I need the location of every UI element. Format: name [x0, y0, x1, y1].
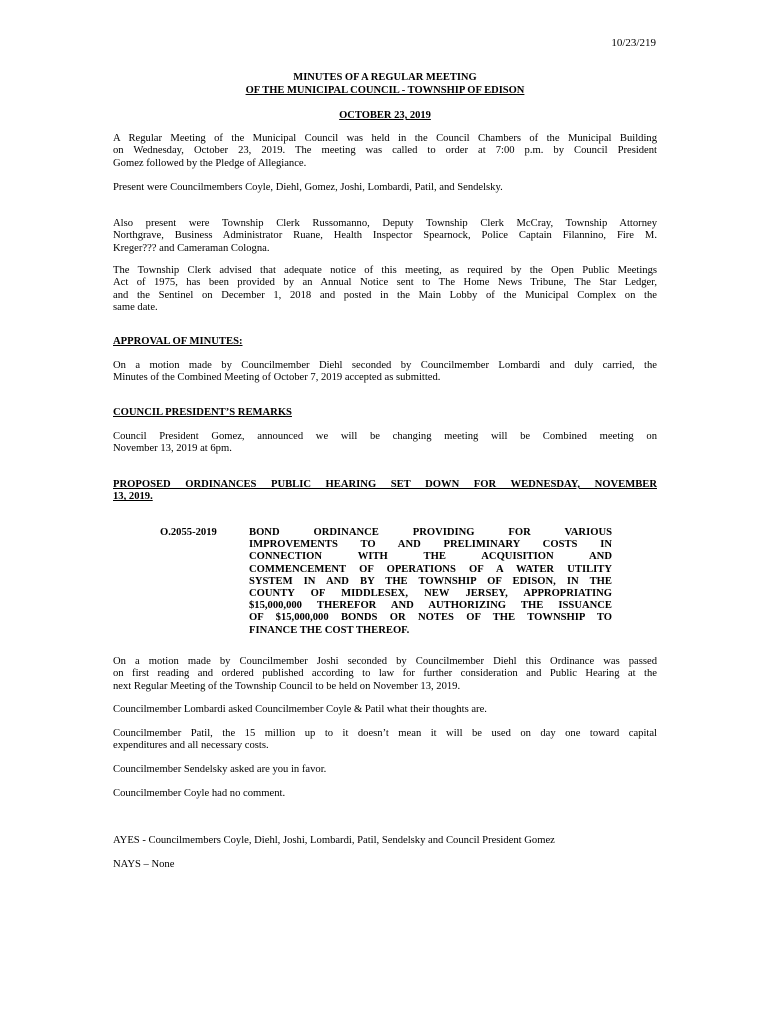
coyle-paragraph	[113, 788, 657, 800]
motion-paragraph	[113, 656, 657, 693]
intro-paragraph	[113, 133, 657, 170]
text-line: A Regular Meeting of the Municipal Council was held in the Council Chambers of the Municipal Building	[113, 133, 657, 144]
present-paragraph	[113, 182, 657, 194]
text-line: Kreger??? and Cameraman Cologna.	[113, 242, 270, 254]
ordinance-line: COUNTY OF MIDDLESEX, NEW JERSEY, APPROPRIATING	[249, 588, 612, 600]
heading-text: APPROVAL OF MINUTES:	[113, 336, 243, 347]
nays-paragraph	[113, 859, 657, 871]
text-line: Minutes of the Combined Meeting of October 7, 2019 accepted as submitted.	[113, 372, 441, 384]
document-title	[113, 72, 657, 97]
text-line: expenditures and all necessary costs.	[113, 740, 269, 752]
text-line: On a motion made by Councilmember Diehl seconded by Councilmember Lombardi and duly carried, the	[113, 360, 657, 371]
ordinance-line: CONNECTION WITH THE ACQUISITION AND	[249, 551, 612, 563]
ordinance-line: IMPROVEMENTS TO AND PRELIMINARY COSTS IN	[249, 539, 612, 551]
text-line: Councilmember Coyle had no comment.	[113, 788, 286, 799]
text-line: Councilmember Sendelsky asked are you in favor.	[113, 764, 327, 775]
approval-paragraph	[113, 360, 657, 385]
also-present-paragraph	[113, 218, 657, 255]
president-remarks-paragraph	[113, 431, 657, 456]
text-line: Present were Councilmembers Coyle, Diehl, Gomez, Joshi, Lombardi, Patil, and Sendelsky.	[113, 182, 503, 193]
ordinance-number: O.2055-2019	[160, 527, 217, 538]
text-line: Council President Gomez, announced we will be changing meeting will be Combined meeting on	[113, 431, 657, 442]
text-line: NAYS – None	[113, 859, 175, 870]
ordinance-line: OF $15,000,000 BONDS OR NOTES OF THE TOWNSHIP TO	[249, 612, 612, 624]
document-date: 10/23/219	[611, 37, 656, 49]
heading-text: COUNCIL PRESIDENT’S REMARKS	[113, 407, 292, 418]
ordinance-line: SYSTEM IN AND BY THE TOWNSHIP OF EDISON, IN THE	[249, 575, 612, 587]
approval-heading	[113, 336, 657, 348]
text-line: Gomez followed by the Pledge of Allegiance.	[113, 157, 307, 169]
text-line: on first reading and ordered published according to law for further consideration and Public Hearing at the	[113, 668, 657, 680]
meeting-date-heading	[113, 110, 657, 123]
heading-text: PROPOSED ORDINANCES PUBLIC HEARING SET DOWN FOR WEDNESDAY, NOVEMBER	[113, 479, 657, 490]
ordinance-line: $15,000,000 THEREFOR AND AUTHORIZING THE ISSUANCE	[249, 600, 612, 612]
text-line: Councilmember Lombardi asked Councilmember Coyle & Patil what their thoughts are.	[113, 704, 487, 715]
text-line: On a motion made by Councilmember Joshi seconded by Councilmember Diehl this Ordinance was passed	[113, 656, 657, 667]
text-line: and the Sentinel on December 1, 2018 and posted in the Main Lobby of the Municipal Complex on the	[113, 289, 657, 301]
text-line: AYES - Councilmembers Coyle, Diehl, Joshi, Lombardi, Patil, Sendelsky and Council President Gomez	[113, 835, 555, 846]
patil-paragraph	[113, 728, 657, 753]
ordinance-line: FINANCE THE COST THEREOF.	[249, 624, 410, 636]
ordinance-line: BOND ORDINANCE PROVIDING FOR VARIOUS	[249, 527, 612, 538]
text-line: Northgrave, Business Administrator Ruane, Health Inspector Spearnock, Police Captain Filannino, Fire M.	[113, 230, 657, 242]
title-line-2: OF THE MUNICIPAL COUNCIL - TOWNSHIP OF EDISON	[245, 84, 525, 96]
text-line: Act of 1975, has been provided by an Annual Notice sent to The Home News Tribune, The Star Ledger,	[113, 277, 657, 289]
text-line: on Wednesday, October 23, 2019. The meeting was called to order at 7:00 p.m. by Council President	[113, 145, 657, 157]
title-line-1: MINUTES OF A REGULAR MEETING	[293, 72, 477, 83]
text-line: same date.	[113, 302, 158, 314]
text-line: Councilmember Patil, the 15 million up to it doesn’t mean it will be used on day one toward capital	[113, 728, 657, 739]
lombardi-paragraph	[113, 704, 657, 716]
text-line: November 13, 2019 at 6pm.	[113, 443, 232, 455]
text-line: The Township Clerk advised that adequate notice of this meeting, as required by the Open Public Meetings	[113, 265, 657, 276]
ayes-paragraph	[113, 835, 657, 847]
sendelsky-paragraph	[113, 764, 657, 776]
text-line: next Regular Meeting of the Township Council to be held on November 13, 2019.	[113, 680, 461, 692]
text-line: Also present were Township Clerk Russomanno, Deputy Township Clerk McCray, Township Attorney	[113, 218, 657, 229]
heading-text: 13, 2019.	[113, 491, 153, 503]
proposed-ordinances-heading	[113, 479, 657, 504]
title-line-3: OCTOBER 23, 2019	[339, 110, 431, 121]
president-remarks-heading	[113, 407, 657, 419]
ordinance-line: COMMENCEMENT OF OPERATIONS OF A WATER UTILITY	[249, 563, 612, 575]
ordinance-title	[249, 527, 612, 637]
notice-paragraph	[113, 265, 657, 315]
